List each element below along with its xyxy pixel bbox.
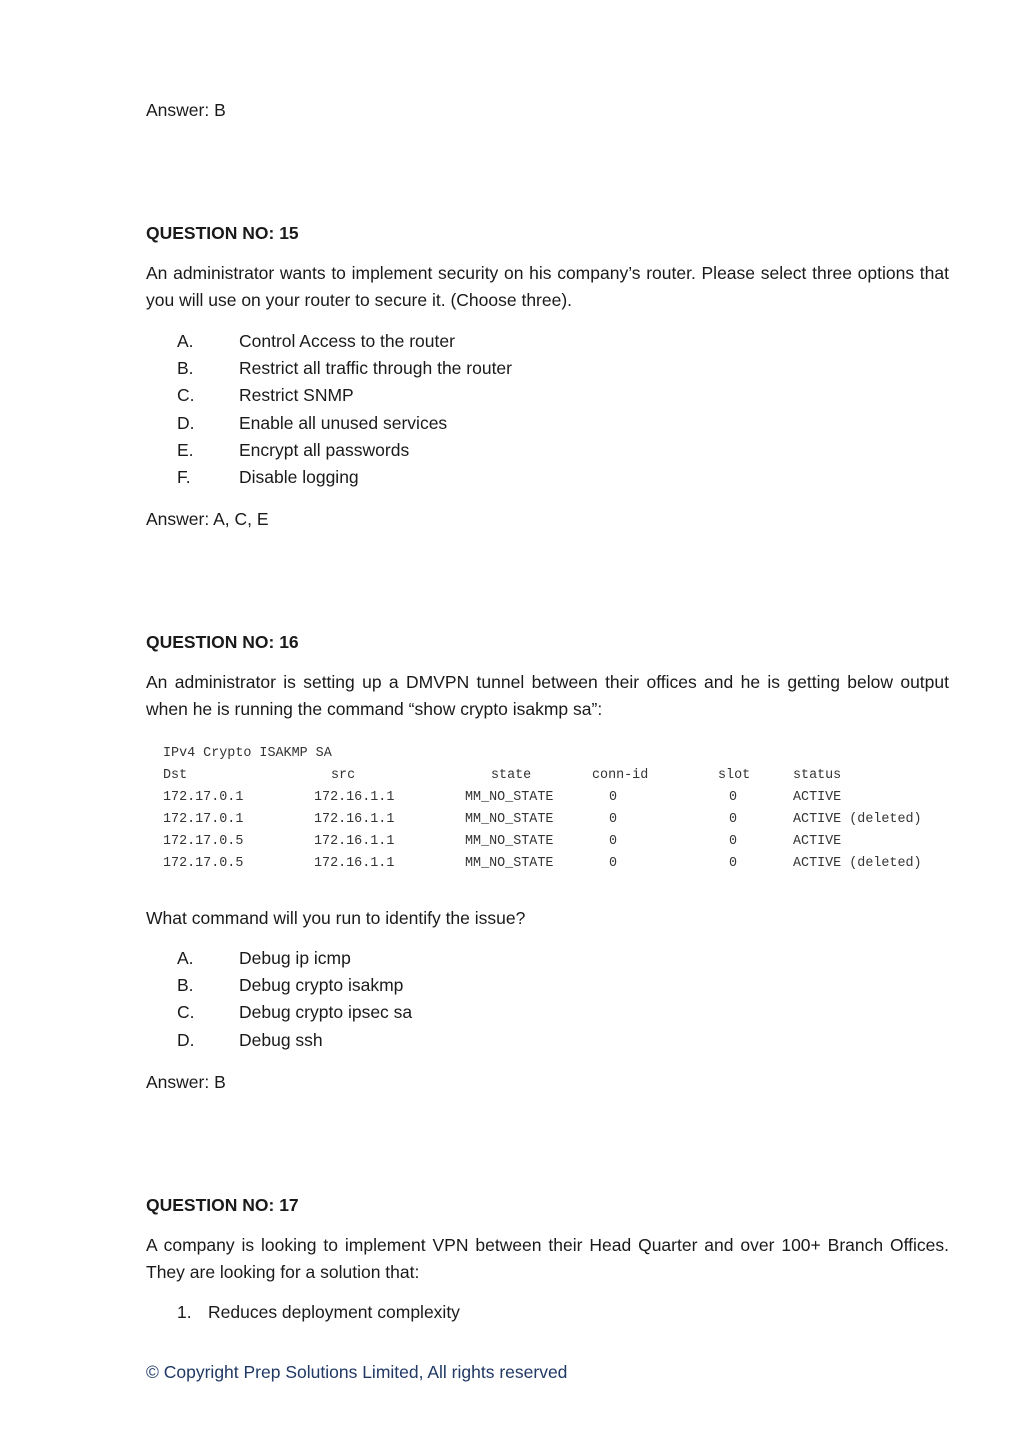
- cli-column-header: state: [491, 768, 532, 783]
- option-item: [177, 410, 512, 437]
- option-text: Restrict SNMP: [239, 385, 354, 406]
- question-16-prompt: What command will you run to identify the issue?: [146, 908, 526, 928]
- option-letter: D.: [177, 1029, 195, 1050]
- cli-row: [163, 831, 953, 853]
- cli-column-header: Dst: [163, 768, 188, 783]
- option-item: [177, 999, 412, 1026]
- option-item: [177, 355, 512, 382]
- option-letter: F.: [177, 467, 191, 488]
- cli-output: [163, 743, 953, 875]
- cli-column-header: src: [331, 768, 356, 783]
- cli-column-header: slot: [718, 768, 751, 783]
- cli-cell: MM_NO_STATE: [465, 812, 554, 827]
- cli-cell: 172.17.0.5: [163, 856, 244, 871]
- list-text: Reduces deployment complexity: [208, 1302, 460, 1322]
- option-text: Encrypt all passwords: [239, 439, 410, 460]
- cli-heading: IPv4 Crypto ISAKMP SA: [163, 746, 332, 761]
- cli-cell: 172.16.1.1: [314, 834, 395, 849]
- option-letter: B.: [177, 975, 194, 996]
- cli-cell: 0: [729, 790, 738, 805]
- option-letter: E.: [177, 439, 194, 460]
- cli-cell: 172.16.1.1: [314, 812, 395, 827]
- option-text: Debug crypto isakmp: [239, 975, 404, 996]
- cli-cell: 0: [729, 834, 738, 849]
- cli-cell: 0: [609, 812, 618, 827]
- cli-cell: MM_NO_STATE: [465, 790, 554, 805]
- question-15-options: [177, 328, 512, 491]
- cli-cell: 0: [609, 834, 618, 849]
- option-text: Debug ip icmp: [239, 948, 351, 968]
- question-15-title: QUESTION NO: 15: [146, 223, 299, 243]
- cli-row: [163, 809, 953, 831]
- copyright-footer: © Copyright Prep Solutions Limited, All rights reserved: [146, 1362, 568, 1382]
- option-text: Restrict all traffic through the router: [239, 358, 512, 379]
- cli-cell: 172.16.1.1: [314, 790, 395, 805]
- option-text: Disable logging: [239, 467, 359, 488]
- option-letter: A.: [177, 948, 194, 968]
- cli-cell: MM_NO_STATE: [465, 834, 554, 849]
- option-item: [177, 1027, 412, 1054]
- question-17-text: A company is looking to implement VPN between their Head Quarter and over 100+ Branch Offices. They are looking for a solution that:: [146, 1235, 949, 1282]
- option-item: [177, 464, 512, 491]
- cli-cell: 0: [729, 812, 738, 827]
- cli-cell: MM_NO_STATE: [465, 856, 554, 871]
- list-item: [177, 1299, 460, 1326]
- option-letter: D.: [177, 412, 195, 433]
- option-letter: C.: [177, 385, 195, 406]
- cli-cell: 0: [609, 790, 618, 805]
- option-item: [177, 382, 512, 409]
- cli-row: [163, 853, 953, 875]
- question-16-options: [177, 945, 412, 1054]
- option-text: Debug crypto ipsec sa: [239, 1002, 413, 1023]
- cli-cell: 172.17.0.1: [163, 812, 244, 827]
- cli-column-header: status: [793, 768, 842, 783]
- question-17-requirements: [177, 1299, 460, 1326]
- option-letter: A.: [177, 331, 194, 351]
- question-15-text: An administrator wants to implement security on his company’s router. Please select three options that you will use on your router to secure it. (Choose three).: [146, 263, 949, 310]
- option-text: Control Access to the router: [239, 331, 455, 351]
- cli-cell: ACTIVE (deleted): [793, 812, 922, 827]
- previous-answer: Answer: B: [146, 100, 226, 120]
- option-item: [177, 328, 512, 355]
- question-15-answer: Answer: A, C, E: [146, 509, 269, 529]
- cli-cell: ACTIVE: [793, 790, 842, 805]
- cli-cell: 0: [729, 856, 738, 871]
- option-text: Debug ssh: [239, 1029, 323, 1050]
- question-17-title: QUESTION NO: 17: [146, 1195, 299, 1215]
- option-letter: C.: [177, 1002, 195, 1023]
- cli-cell: 172.17.0.1: [163, 790, 244, 805]
- cli-cell: 172.17.0.5: [163, 834, 244, 849]
- cli-cell: 0: [609, 856, 618, 871]
- option-item: [177, 972, 412, 999]
- question-16-title: QUESTION NO: 16: [146, 632, 299, 652]
- question-16-answer: Answer: B: [146, 1072, 226, 1092]
- option-item: [177, 945, 412, 972]
- cli-cell: ACTIVE (deleted): [793, 856, 922, 871]
- cli-row: [163, 787, 953, 809]
- cli-heading-row: [163, 743, 953, 765]
- option-item: [177, 437, 512, 464]
- option-letter: B.: [177, 358, 194, 379]
- question-16-text: An administrator is setting up a DMVPN tunnel between their offices and he is getting below output when he is running the command “show crypto isakmp sa”:: [146, 672, 949, 719]
- cli-header-row: [163, 765, 953, 787]
- cli-cell: 172.16.1.1: [314, 856, 395, 871]
- cli-column-header: conn-id: [592, 768, 649, 783]
- list-number: 1.: [177, 1302, 192, 1322]
- document-page: [146, 0, 949, 1447]
- cli-cell: ACTIVE: [793, 834, 842, 849]
- option-text: Enable all unused services: [239, 412, 448, 433]
